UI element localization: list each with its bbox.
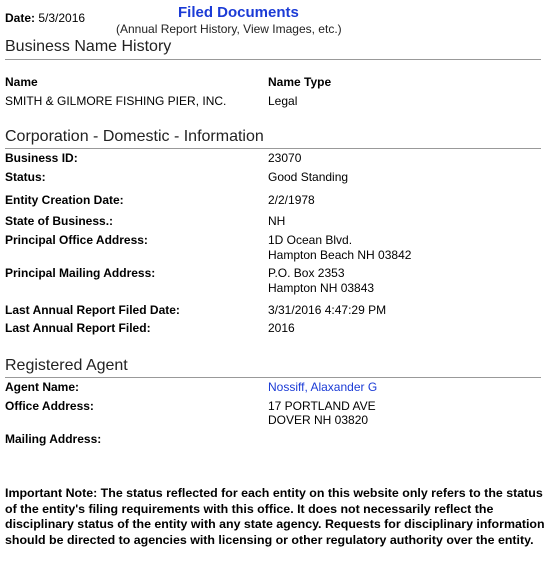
office-address-label: Office Address:: [5, 399, 94, 413]
status-label: Status:: [5, 170, 46, 184]
name-type-value: Legal: [268, 94, 298, 108]
principal-office-address-line1: 1D Ocean Blvd.: [268, 233, 353, 247]
last-annual-report-filed-date-value: 3/31/2016 4:47:29 PM: [268, 303, 387, 317]
state-of-business-label: State of Business.:: [5, 214, 114, 228]
business-name-history-title: Business Name History: [5, 38, 172, 55]
business-id-label: Business ID:: [5, 151, 78, 165]
mailing-address-label: Mailing Address:: [5, 432, 102, 446]
principal-office-address-line2: Hampton Beach NH 03842: [268, 248, 412, 262]
entity-creation-date-value: 2/2/1978: [268, 193, 315, 207]
last-annual-report-filed-label: Last Annual Report Filed:: [5, 321, 151, 335]
section-divider: [5, 59, 541, 60]
status-value: Good Standing: [268, 170, 349, 184]
business-id-value: 23070: [268, 151, 302, 165]
filed-documents-link[interactable]: Filed Documents: [178, 4, 299, 21]
last-annual-report-filed-value: 2016: [268, 321, 295, 335]
name-column-header: Name: [5, 75, 38, 89]
date-label: Date: 5/3/2016: [5, 11, 86, 25]
agent-name-label: Agent Name:: [5, 380, 80, 394]
corporation-info-title: Corporation - Domestic - Information: [5, 128, 264, 145]
important-note: Important Note: The status reflected for each entity on this website only refers to the status of the entity's filing requirements with this office. It does not necessarily reflect the disciplinary status of the entity with any state agency. Requests for disciplinary information should be directed to agencies with licensing or other regulatory authority over the entity.: [5, 486, 545, 547]
business-name-value: SMITH & GILMORE FISHING PIER, INC.: [5, 94, 227, 108]
date-value: 5/3/2016: [38, 11, 86, 25]
filed-documents-subtitle: (Annual Report History, View Images, etc.): [116, 22, 342, 36]
name-type-column-header: Name Type: [268, 75, 332, 89]
principal-mailing-address-line2: Hampton NH 03843: [268, 281, 375, 295]
section-divider: [5, 148, 541, 149]
office-address-line2: DOVER NH 03820: [268, 413, 369, 427]
state-of-business-value: NH: [268, 214, 286, 228]
last-annual-report-filed-date-label: Last Annual Report Filed Date:: [5, 303, 180, 317]
principal-mailing-address-label: Principal Mailing Address:: [5, 266, 156, 280]
office-address-line1: 17 PORTLAND AVE: [268, 399, 376, 413]
principal-mailing-address-line1: P.O. Box 2353: [268, 266, 345, 280]
section-divider: [5, 377, 541, 378]
entity-creation-date-label: Entity Creation Date:: [5, 193, 124, 207]
agent-name-link[interactable]: Nossiff, Alaxander G: [268, 380, 378, 394]
principal-office-address-label: Principal Office Address:: [5, 233, 148, 247]
registered-agent-title: Registered Agent: [5, 357, 128, 374]
